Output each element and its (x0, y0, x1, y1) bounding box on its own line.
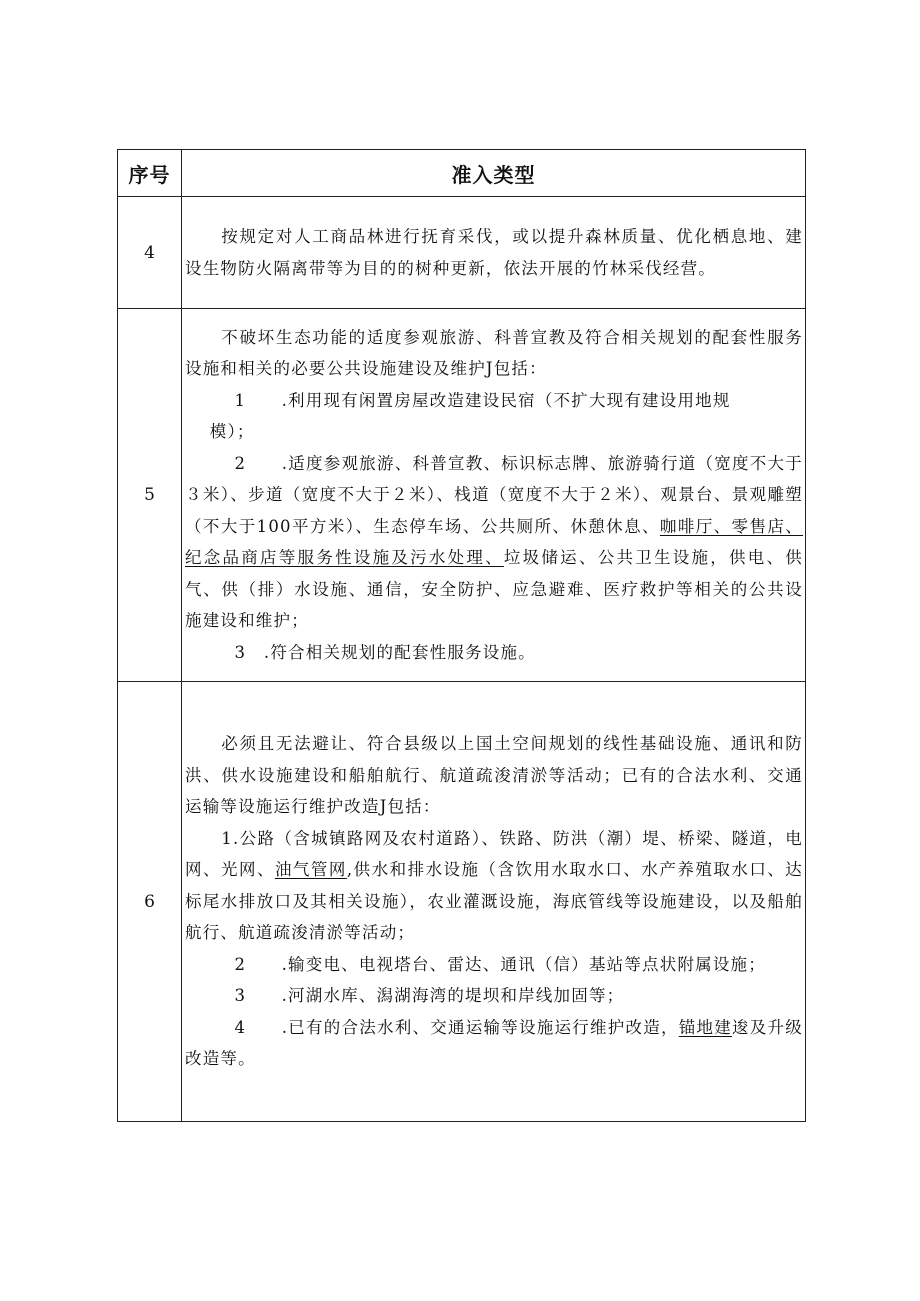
list-item: 3 .符合相关规划的配套性服务设施。 (234, 642, 536, 662)
row-number: 6 (118, 682, 182, 1122)
row-content (182, 197, 806, 309)
list-item: 3 .河湖水库、潟湖海湾的堤坝和岸线加固等； (234, 986, 625, 1006)
list-item: 1 .利用现有闲置房屋改造建设民宿（不扩大现有建设用地规 (234, 390, 731, 410)
row-paragraph: 按规定对人工商品林进行抚育采伐，或以提升森林质量、优化栖息地、建设生物防火隔离带等为目的的树种更新，依法开展的竹林采伐经营。 (185, 227, 803, 278)
list-item (185, 448, 803, 637)
list-item (185, 823, 803, 949)
list-item (185, 1012, 803, 1075)
list-item-text: 逡及升级改造等。 (185, 1017, 803, 1069)
row-intro: 必须且无法避让、符合县级以上国土空间规划的线性基础设施、通讯和防洪、供水设施建设和船舶航行、航道疏浚清淤等活动；已有的合法水利、交通运输等设施运行维护改造J包括： (185, 734, 803, 817)
table-header-row (118, 150, 806, 197)
access-types-table (117, 149, 806, 1122)
row-content (182, 309, 806, 682)
header-type: 准入类型 (182, 150, 806, 197)
table-row (118, 682, 806, 1122)
underlined-text: 咖啡厅、零售店、纪念品商店等服务性设施及污水处理、 (185, 516, 804, 568)
list-item-text: 1.公路（含城镇路网及农村道路）、铁路、防洪（潮）堤、桥梁、隧道，电网、光网、 (185, 828, 803, 880)
list-item: 2 .输变电、电视塔台、雷达、通讯（信）基站等点状附属设施； (234, 954, 766, 974)
table-row (118, 309, 806, 682)
underlined-text: 锚地建 (678, 1017, 733, 1037)
list-item-continuation: 模）； (209, 422, 255, 442)
list-item-text: ,供水和排水设施（含饮用水取水口、水产养殖取水口、达标尾水排放口及其相关设施），农业灌溉设施，海底管线等设施建设，以及船舶航行、航道疏浚清淤等活动； (185, 860, 803, 943)
row-number: 4 (118, 197, 182, 309)
row-number: 5 (118, 309, 182, 682)
row-intro: 不破坏生态功能的适度参观旅游、科普宣教及符合相关规划的配套性服务设施和相关的必要公共设施建设及维护J包括： (185, 327, 803, 379)
list-item-text: 2 .适度参观旅游、科普宣教、标识标志牌、旅游骑行道（宽度不大于３米）、步道（宽度不大于２米）、栈道（宽度不大于２米）、观景台、景观雕塑（不大于100平方米）、生态停车场、公共厕所、休憩休息、 (185, 453, 803, 536)
table-row (118, 197, 806, 309)
underlined-text: 油气管网 (274, 860, 347, 880)
row-content (182, 682, 806, 1122)
list-item-text: 垃圾储运、公共卫生设施，供电、供气、供（排）水设施、通信，安全防护、应急避难、医疗救护等相关的公共设施建设和维护； (185, 548, 803, 631)
list-item-text: 4 .已有的合法水利、交通运输等设施运行维护改造， (234, 1017, 679, 1037)
header-number: 序号 (118, 150, 182, 197)
